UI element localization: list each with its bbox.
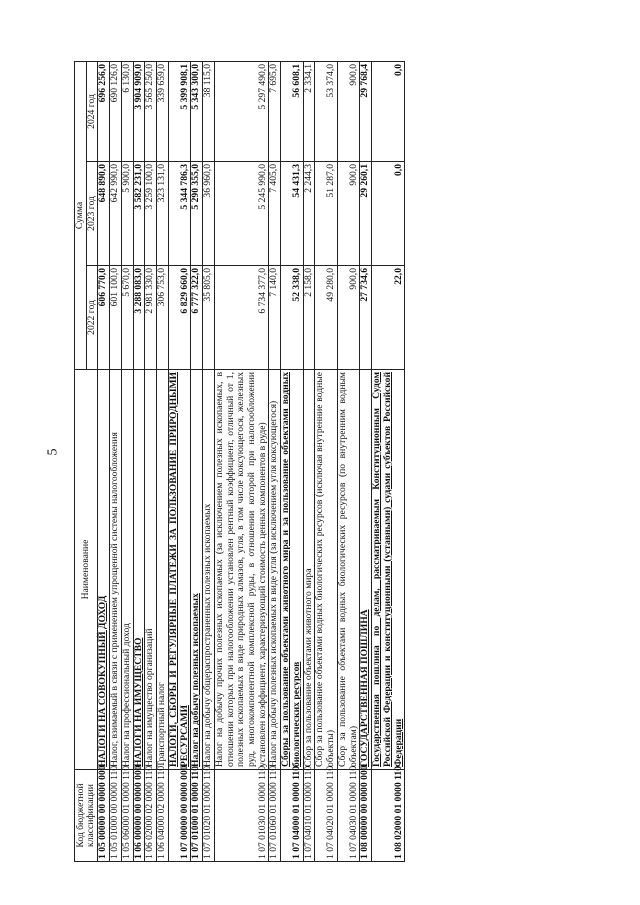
row-value-2024: 2 334,1	[303, 61, 315, 161]
row-value-2023: 5 344 786,3	[168, 162, 190, 266]
row-value-2023: 2 244,3	[303, 162, 315, 266]
row-code: 1 08 02000 01 0000 110	[372, 770, 405, 862]
table-row	[203, 61, 215, 861]
row-name: Налог на имущество организаций	[145, 370, 157, 770]
row-value-2023: 5 290 355,0	[191, 162, 203, 266]
rotated-page	[74, 62, 594, 862]
row-value-2023: 5 245 990,0	[214, 162, 269, 266]
table-row	[98, 61, 110, 861]
header-year-2024: 2024 год	[86, 61, 98, 161]
row-value-2023: 54 431,3	[281, 162, 303, 266]
row-name: НАЛОГИ, СБОРЫ И РЕГУЛЯРНЫЕ ПЛАТЕЖИ ЗА ПОЛЬЗОВАНИЕ ПРИРОДНЫМИ РЕСУРСАМИ	[168, 370, 190, 770]
table-row	[133, 61, 145, 861]
row-code: 1 07 01020 01 0000 110	[203, 770, 215, 862]
row-value-2022: 306 753,0	[157, 266, 169, 370]
table-row	[110, 61, 122, 861]
row-value-2024: 6 130,0	[121, 61, 133, 161]
row-value-2023: 3 259 100,0	[145, 162, 157, 266]
row-value-2024: 7 695,0	[269, 61, 281, 161]
row-code: 1 05 06000 01 0000 110	[121, 770, 133, 862]
table-row	[315, 61, 337, 861]
row-code: 1 05 01000 00 0000 110	[110, 770, 122, 862]
row-code: 1 07 01000 01 0000 110	[191, 770, 203, 862]
row-name: Сбор за пользование объектами животного мира	[303, 370, 315, 770]
row-value-2023: 51 287,0	[315, 162, 337, 266]
row-name: Сборы за пользование объектами животного мира и за пользование объектами водных биологических ресурсов	[281, 370, 303, 770]
row-name: ГОСУДАРСТВЕННАЯ ПОШЛИНА	[360, 370, 372, 770]
table-row	[191, 61, 203, 861]
row-name: Налог на профессиональный доход	[121, 370, 133, 770]
row-name: Налог на добычу полезных ископаемых	[191, 370, 203, 770]
row-code: 1 07 04000 01 0000 110	[281, 770, 303, 862]
row-value-2022: 2 158,0	[303, 266, 315, 370]
row-value-2023: 323 131,0	[157, 162, 169, 266]
table-body	[98, 61, 405, 861]
row-name: Налог на добычу общераспространенных полезных ископаемых	[203, 370, 215, 770]
header-year-2023: 2023 год	[86, 162, 98, 266]
header-year-2022: 2022 год	[86, 266, 98, 370]
table-row	[168, 61, 190, 861]
row-name: Налог, взимаемый в связи с применением упрощенной системы налогообложения	[110, 370, 122, 770]
row-value-2022: 606 770,0	[98, 266, 110, 370]
row-value-2024: 339 659,0	[157, 61, 169, 161]
table-row	[157, 61, 169, 861]
header-name: Наименование	[75, 370, 98, 770]
row-code: 1 06 00000 00 0000 000	[133, 770, 145, 862]
row-value-2022: 601 100,0	[110, 266, 122, 370]
row-value-2022: 2 981 330,0	[145, 266, 157, 370]
row-name: Налог на добычу полезных ископаемых в виде угля (за исключением угля коксующегося)	[269, 370, 281, 770]
row-code: 1 07 01060 01 0000 110	[269, 770, 281, 862]
page-number: 5	[45, 448, 61, 456]
row-value-2022: 3 288 083,0	[133, 266, 145, 370]
row-value-2022: 22,0	[372, 266, 405, 370]
row-code: 1 07 01030 01 0000 110	[214, 770, 269, 862]
row-code: 1 07 04010 01 0000 110	[303, 770, 315, 862]
row-value-2024: 5 297 490,0	[214, 61, 269, 161]
row-value-2024: 900,0	[337, 61, 359, 161]
table-row	[214, 61, 269, 861]
row-value-2024: 3 565 250,0	[145, 61, 157, 161]
table-row	[121, 61, 133, 861]
row-value-2023: 36 960,0	[203, 162, 215, 266]
row-value-2024: 38 115,0	[203, 61, 215, 161]
table-row	[281, 61, 303, 861]
row-value-2024: 56 608,1	[281, 61, 303, 161]
header-sum: Сумма	[75, 61, 87, 369]
row-code: 1 06 02000 02 0000 110	[145, 770, 157, 862]
row-value-2022: 900,0	[337, 266, 359, 370]
row-value-2024: 5 399 908,1	[168, 61, 190, 161]
row-code: 1 07 00000 00 0000 000	[168, 770, 190, 862]
row-value-2023: 0,0	[372, 162, 405, 266]
row-name: Сбор за пользование объектами водных биологических ресурсов (исключая внутренние водные объекты)	[315, 370, 337, 770]
row-value-2024: 5 343 300,0	[191, 61, 203, 161]
row-value-2022: 52 338,0	[281, 266, 303, 370]
row-value-2023: 29 260,1	[360, 162, 372, 266]
row-value-2024: 53 374,0	[315, 61, 337, 161]
row-code: 1 06 04000 02 0000 110	[157, 770, 169, 862]
row-value-2024: 696 256,0	[98, 61, 110, 161]
row-value-2022: 6 777 322,0	[191, 266, 203, 370]
row-value-2023: 642 990,0	[110, 162, 122, 266]
row-value-2023: 900,0	[337, 162, 359, 266]
row-value-2024: 690 126,0	[110, 61, 122, 161]
row-code: 1 08 00000 00 0000 000	[360, 770, 372, 862]
row-name: Сбор за пользование объектами водных биологических ресурсов (по внутренним водным объектам)	[337, 370, 359, 770]
table-row	[145, 61, 157, 861]
row-code: 1 07 04020 01 0000 110	[315, 770, 337, 862]
row-value-2023: 7 405,0	[269, 162, 281, 266]
table-row	[360, 61, 372, 861]
row-value-2022: 6 829 660,0	[168, 266, 190, 370]
row-value-2022: 35 805,0	[203, 266, 215, 370]
table-row	[372, 61, 405, 861]
table-row	[269, 61, 281, 861]
row-name: НАЛОГИ НА ИМУЩЕСТВО	[133, 370, 145, 770]
row-value-2024: 29 768,4	[360, 61, 372, 161]
row-value-2022: 5 670,0	[121, 266, 133, 370]
budget-table	[74, 61, 405, 862]
row-value-2022: 6 734 377,0	[214, 266, 269, 370]
row-value-2022: 49 280,0	[315, 266, 337, 370]
row-value-2023: 648 890,0	[98, 162, 110, 266]
row-value-2023: 5 900,0	[121, 162, 133, 266]
row-name: НАЛОГИ НА СОВОКУПНЫЙ ДОХОД	[98, 370, 110, 770]
row-value-2024: 3 904 909,0	[133, 61, 145, 161]
row-value-2023: 3 582 231,0	[133, 162, 145, 266]
header-code: Код бюджетной классификации	[75, 770, 98, 862]
row-name: Налог на добычу прочих полезных ископаемых (за исключением полезных ископаемых, в отношении которых при налогообложении установлен рентный коэффициент, отличный от 1, полезных ископаемых в виде природных алмазов, угля, в том числе коксующегося, железных руд, многокомпонентной комплексной руды, в отношении которой при налогообложении установлен коэффициент, характеризующий стоимость ценных компонентов в руде)	[214, 370, 269, 770]
row-value-2022: 7 140,0	[269, 266, 281, 370]
table-row	[337, 61, 359, 861]
row-value-2024: 0,0	[372, 61, 405, 161]
row-name: Транспортный налог	[157, 370, 169, 770]
row-name: Государственная пошлина по делам, рассматриваемым Конституционным Судом Российской Федерации и конституционными (уставными) судами субъектов Российской Федерации	[372, 370, 405, 770]
row-value-2022: 27 734,6	[360, 266, 372, 370]
row-code: 1 07 04030 01 0000 110	[337, 770, 359, 862]
row-code: 1 05 00000 00 0000 000	[98, 770, 110, 862]
table-row	[303, 61, 315, 861]
